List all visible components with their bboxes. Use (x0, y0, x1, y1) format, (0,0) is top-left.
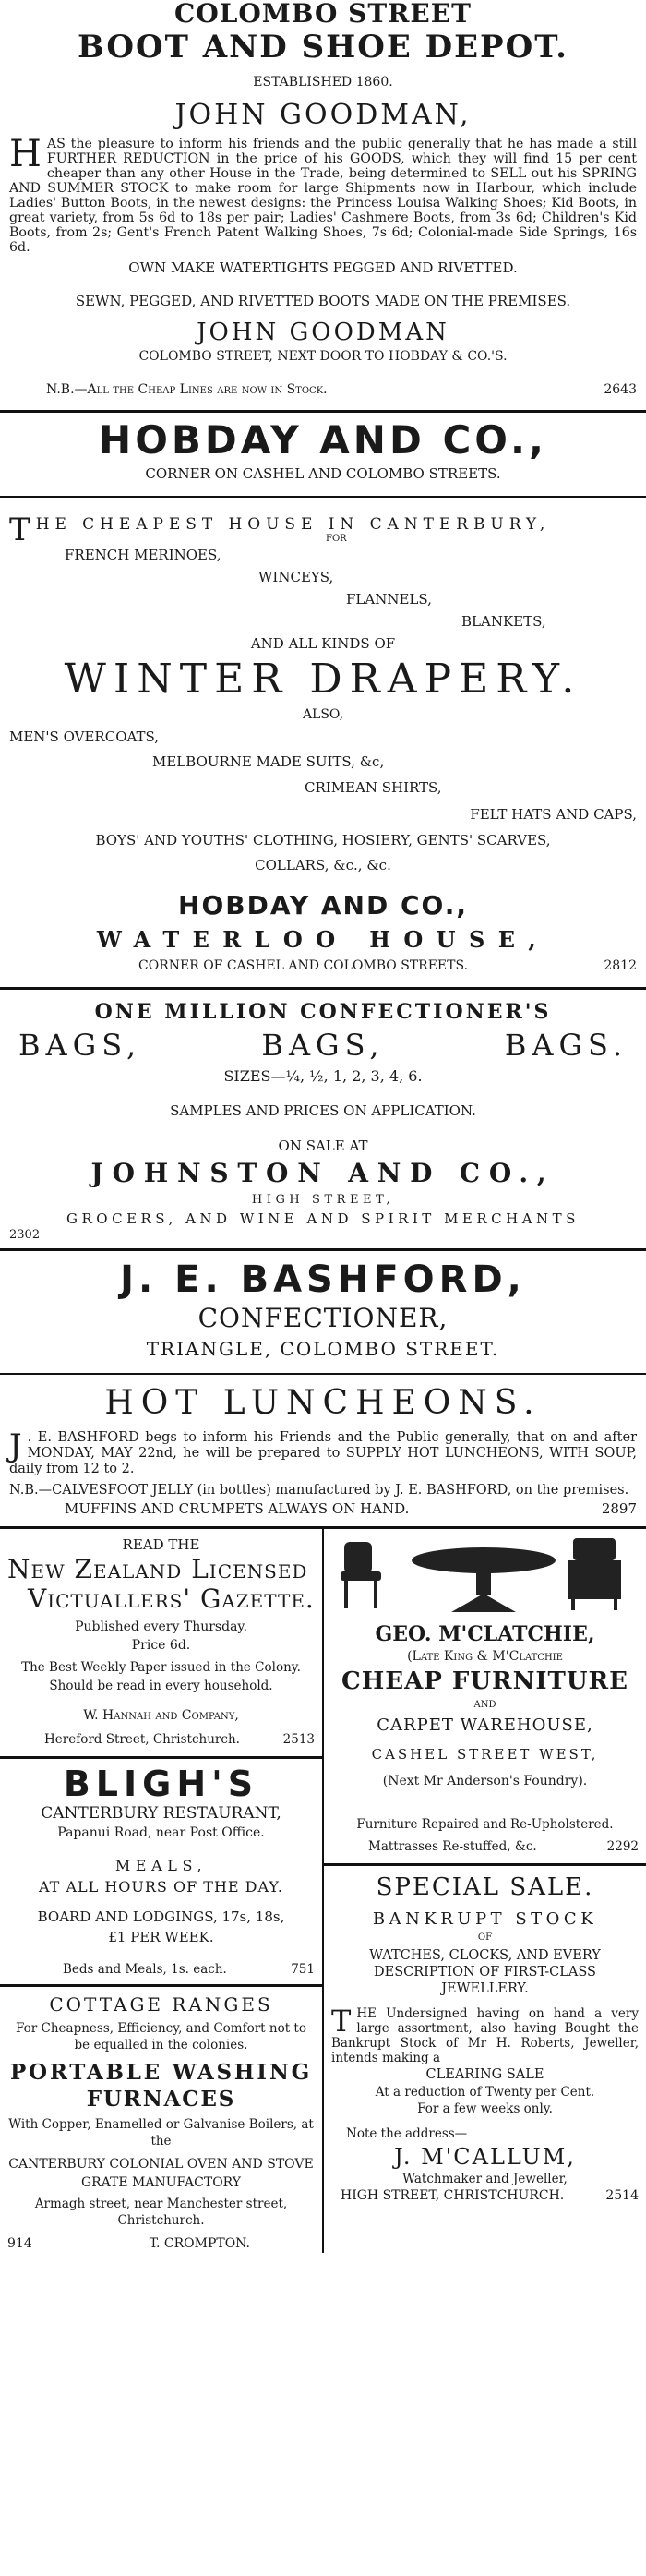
ad-line: (Late King & M'Clatchie (407, 1649, 563, 1664)
address-line: TRIANGLE, COLOMBO STREET. (146, 1338, 500, 1360)
goodman-advertisement (0, 0, 646, 399)
address-line: CASHEL STREET WEST, (371, 1746, 599, 1763)
address-line: Papanui Road, near Post Office. (57, 1825, 265, 1840)
price-line: Price 6d. (131, 1638, 191, 1653)
ad-number: 2513 (282, 1732, 315, 1747)
ad-line: FOR (326, 534, 347, 544)
ad-body-text: HE Undersigned having on hand a very large assortment, also having Bought the Bankrupt Stock of Mr H. Roberts, Jeweller, intends making a (331, 2006, 639, 2065)
two-column-section (0, 1529, 646, 2253)
drop-cap: H (9, 133, 42, 175)
ad-heading: BOOT AND SHOE DEPOT. (78, 29, 568, 66)
right-column (324, 1529, 646, 2253)
ad-heading: SPECIAL SALE. (376, 1873, 594, 1901)
footer-line (7, 2234, 315, 2253)
divider (0, 1248, 646, 1251)
ad-heading: CHEAP FURNITURE (341, 1667, 628, 1695)
gazette-title: New Zealand Licensed (7, 1554, 308, 1584)
bligh-advertisement (7, 1764, 315, 1979)
bashford-advertisement (0, 1257, 646, 1519)
merchant-name: J. M'CALLUM, (394, 2144, 576, 2170)
ad-line: HE CHEAPEST HOUSE IN CANTERBURY, (35, 515, 551, 534)
ad-line: WINCEYS, (258, 569, 334, 585)
ad-line: CRIMEAN SHIRTS, (305, 779, 442, 796)
ad-line: MEN'S OVERCOATS, (9, 728, 160, 745)
ad-line: CLEARING SALE (425, 2067, 544, 2082)
ad-heading: HOBDAY AND CO., (99, 417, 547, 463)
ad-number: 914 (7, 2236, 32, 2251)
mclatchie-advertisement (331, 1533, 639, 1856)
nb-note: N.B.—CALVESFOOT JELLY (in bottles) manufactured by J. E. BASHFORD, on the premises. (9, 1483, 629, 1498)
address-line: CORNER ON CASHEL AND COLOMBO STREETS. (145, 465, 501, 482)
drop-cap: T (9, 512, 30, 548)
ad-heading: J. E. BASHFORD, (120, 1258, 526, 1301)
merchant-name: JOHNSTON AND CO., (90, 1158, 556, 1188)
ad-line: For Cheapness, Efficiency, and Comfort not to be equalled in the colonies. (16, 2021, 306, 2052)
cottage-advertisement (7, 1992, 315, 2253)
hot-luncheons-heading: HOT LUNCHEONS. (104, 1384, 542, 1422)
ad-body (9, 1427, 637, 1477)
divider (0, 496, 646, 498)
proprietor-name: T. CROMPTON. (149, 2236, 250, 2251)
ad-line: Note the address— (346, 2126, 468, 2141)
ad-line: For a few weeks only. (417, 2101, 553, 2116)
ad-line: BOYS' AND YOUTHS' CLOTHING, HOSIERY, GENTS' SCARVES, (95, 832, 551, 849)
address-line: HIGH STREET, (251, 1193, 395, 1207)
ad-line: FRENCH MERINOES, (65, 547, 221, 563)
address-line: Hereford Street, Christchurch. (44, 1732, 240, 1747)
ad-line: OF (477, 1932, 493, 1943)
manufactory-line: CANTERBURY COLONIAL OVEN AND STOVE GRATE MANUFACTORY (8, 2157, 314, 2190)
sizes-line: SIZES—¼, ½, 1, 2, 3, 4, 6. (223, 1067, 423, 1085)
ad-number: 2897 (601, 1500, 637, 1517)
ad-heading: ONE MILLION CONFECTIONER'S (94, 1000, 552, 1024)
hobday-advertisement (0, 416, 646, 976)
divider (0, 1373, 646, 1375)
ad-line: MELBOURNE MADE SUITS, &c, (152, 753, 385, 770)
ad-line: WATCHES, CLOCKS, AND EVERY DESCRIPTION OF FIRST-CLASS JEWELLERY. (369, 1948, 601, 1996)
ad-line: Beds and Meals, 1s. each. (63, 1962, 227, 1977)
address-line: Armagh street, near Manchester street, Christchurch. (34, 2197, 288, 2228)
ad-line: MEALS, (114, 1857, 208, 1874)
ad-body-text: AS the pleasure to inform his friends and the public generally that he has made a still FURTHER REDUCTION in the price of his GOODS, which they will find 15 per cent cheaper than any other House in the Trade, being determined to SELL out his SPRING AND SUMMER STOCK to make room for large Shipments now in Harbour, which include Ladies' Button Boots, in the newest designs: the Princess Louisa Walking Shoes; Kid Boots, in great variety, from 5s 6d to 18s per pair; Ladies' Cashmere Boots, from 3s 6d; Children's Kid Boots, from 2s; Gent's French Patent Walking Shoes, 7s 6d; Colonial-made Side Springs, 16s 6d. (9, 137, 637, 255)
drop-cap: J (9, 1427, 22, 1464)
winter-drapery-heading: WINTER DRAPERY. (64, 656, 582, 703)
bags-word: BAGS, (261, 1028, 385, 1063)
ad-line: CANTERBURY RESTAURANT, (41, 1804, 281, 1823)
ad-body-text: . E. BASHFORD begs to inform his Friends and the Public generally, that on and after MONDAY, MAY 22nd, he will be prepared to SUPPLY HOT LUNCHEONS, WITH SOUP, daily from 12 to 2. (9, 1430, 637, 1476)
ad-line: FELT HATS AND CAPS, (470, 806, 637, 823)
ad-line: AT ALL HOURS OF THE DAY. (39, 1878, 283, 1896)
ad-number: 751 (291, 1962, 315, 1977)
ad-heading: CARPET WAREHOUSE, (377, 1715, 593, 1735)
divider (0, 1984, 322, 1987)
merchant-name: GEO. M'CLATCHIE, (375, 1622, 595, 1646)
bags-word: BAGS, (18, 1028, 142, 1063)
divider (0, 987, 646, 990)
ad-body (9, 133, 637, 255)
merchant-name: JOHN GOODMAN, (174, 99, 472, 131)
merchant-name: HOBDAY AND CO., (178, 890, 468, 921)
trade-line: CONFECTIONER, (197, 1303, 449, 1333)
footer-line (9, 1499, 637, 1519)
furniture-illustration (331, 1533, 639, 1618)
ad-line: Furniture Repaired and Re-Upholstered. (356, 1817, 614, 1832)
ad-heading: PORTABLE WASHING (9, 2060, 313, 2085)
divider (0, 1756, 322, 1759)
address-line: (Next Mr Anderson's Foundry). (382, 1774, 588, 1788)
ad-line: Should be read in every household. (49, 1679, 273, 1693)
ad-line: ALSO, (302, 707, 344, 722)
address-line: CORNER OF CASHEL AND COLOMBO STREETS. (138, 958, 469, 973)
ad-line: SAMPLES AND PRICES ON APPLICATION. (170, 1102, 476, 1119)
address-line: COLOMBO STREET, NEXT DOOR TO HOBDAY & CO.'S. (138, 349, 508, 364)
trade-line: GROCERS, AND WINE AND SPIRIT MERCHANTS (66, 1210, 580, 1227)
ad-line: With Copper, Enamelled or Galvanise Boilers, at the (8, 2117, 314, 2149)
ad-line: Watchmaker and Jeweller, (402, 2172, 568, 2186)
ad-number: 2514 (605, 2188, 639, 2203)
ad-heading: COLOMBO STREET (174, 0, 472, 29)
ad-heading: COTTAGE RANGES (49, 1993, 273, 2016)
chair-icon (341, 1542, 381, 1608)
ad-line: AND (473, 1700, 496, 1710)
ad-heading: BLIGH'S (63, 1763, 259, 1804)
ad-line: SEWN, PEGGED, AND RIVETTED BOOTS MADE ON THE PREMISES. (75, 293, 571, 309)
ad-number: 2812 (604, 958, 637, 973)
ad-number: 2643 (604, 382, 637, 397)
house-name: WATERLOO HOUSE, (96, 926, 550, 953)
address-line: HIGH STREET, CHRISTCHURCH. (341, 2188, 565, 2203)
ad-line: BLANKETS, (461, 613, 546, 630)
price-line: £1 PER WEEK. (108, 1929, 214, 1945)
ad-number: 2302 (9, 1228, 41, 1242)
ad-line: Mattrasses Re-stuffed, &c. (368, 1839, 537, 1854)
ad-line: BOARD AND LODGINGS, 17s, 18s, (37, 1908, 285, 1925)
drop-cap: T (331, 2004, 352, 2039)
ad-number: 2292 (606, 1839, 639, 1854)
ad-line: COLLARS, &c., &c. (255, 857, 391, 873)
divider (324, 1863, 646, 1866)
left-column (0, 1529, 322, 2253)
ad-line: At a reduction of Twenty per Cent. (375, 2085, 595, 2100)
johnston-advertisement (0, 999, 646, 1243)
footer-line (331, 2187, 639, 2204)
ad-body (331, 2006, 639, 2065)
ad-line: The Best Weekly Paper issued in the Colony. (21, 1660, 301, 1675)
ad-line: AND ALL KINDS OF (250, 635, 396, 652)
gazette-advertisement (7, 1535, 315, 1749)
nb-note: N.B.—All the Cheap Lines are now in Stock. (46, 382, 328, 397)
ad-line: OWN MAKE WATERTIGHTS PEGGED AND RIVETTED. (128, 259, 518, 276)
footer-line (7, 1730, 315, 1749)
sideboard-icon (568, 1538, 621, 1610)
table-icon (412, 1547, 556, 1612)
divider (0, 410, 646, 413)
ad-heading: FURNACES (86, 2087, 236, 2112)
established-line: ESTABLISHED 1860. (253, 75, 393, 90)
footer-line (9, 380, 637, 399)
ad-line: Published every Thursday. (75, 1619, 247, 1634)
ad-line: ON SALE AT (278, 1138, 368, 1154)
ad-heading: BANKRUPT STOCK (372, 1909, 598, 1929)
merchant-name: JOHN GOODMAN (197, 319, 449, 346)
bags-word: BAGS. (504, 1028, 628, 1063)
bags-heading (9, 1025, 637, 1065)
footer-line (331, 1837, 639, 1856)
ad-line: MUFFINS AND CRUMPETS ALWAYS ON HAND. (65, 1500, 410, 1517)
footer-line (9, 956, 637, 976)
footer-line (7, 1960, 315, 1979)
publisher-line: W. Hannah and Company, (83, 1708, 239, 1723)
ad-line: FLANNELS, (346, 591, 432, 608)
special-sale-advertisement (331, 1872, 639, 2204)
gazette-title: Victuallers' Gazette. (28, 1583, 315, 1614)
ad-line: READ THE (122, 1536, 200, 1553)
